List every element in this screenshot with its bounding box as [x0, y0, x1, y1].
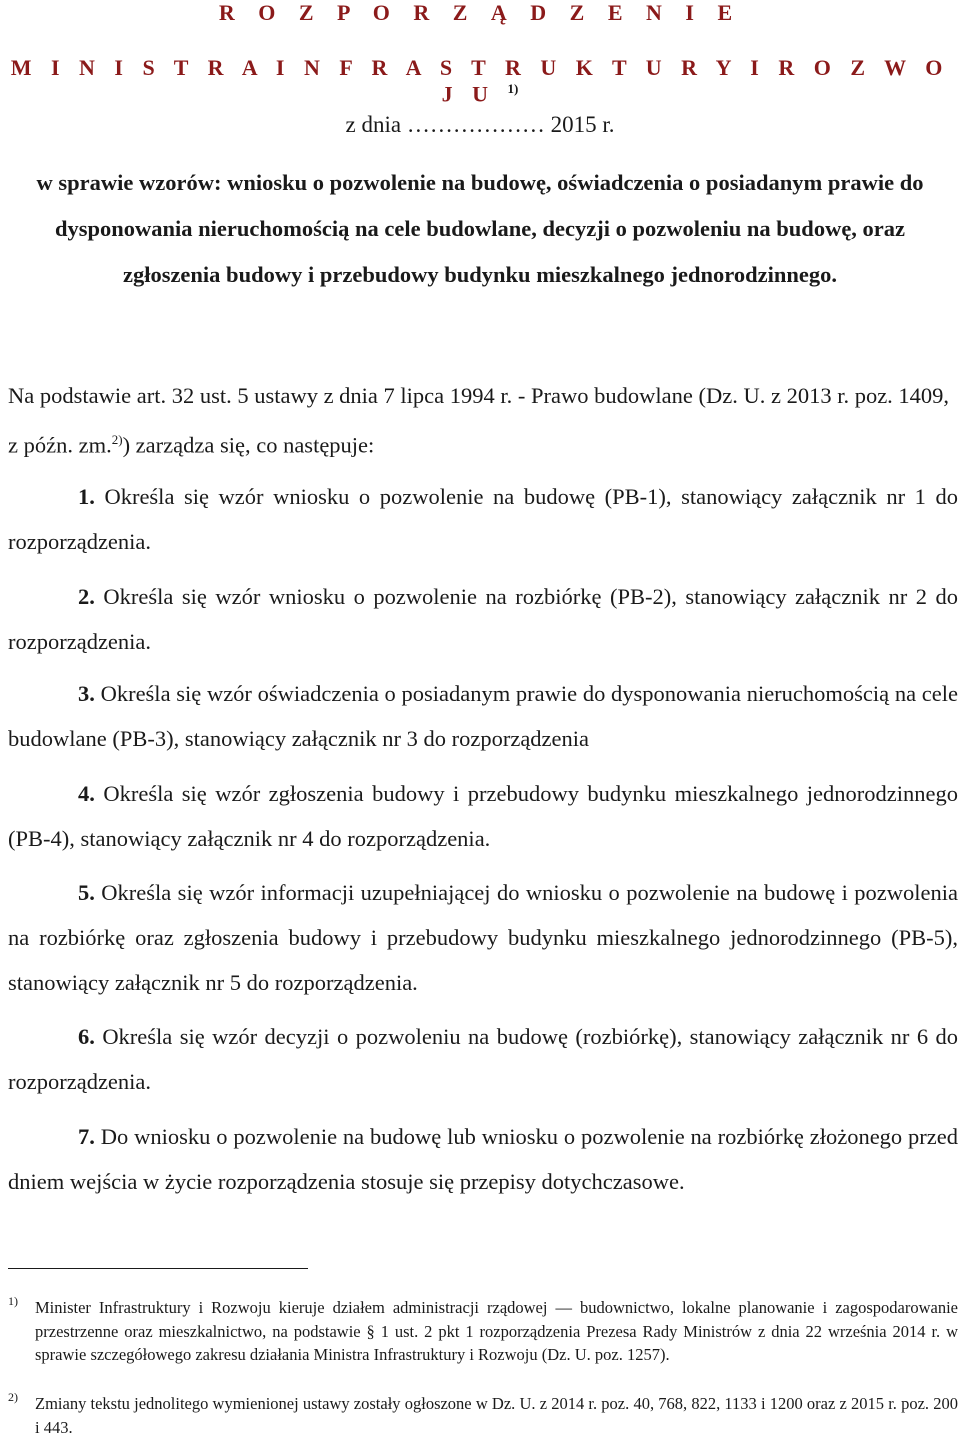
issue-date: z dnia ……………… 2015 r. — [345, 112, 615, 137]
footnote-text: Zmiany tekstu jednolitego wymienionej ustawy zostały ogłoszone w Dz. U. z 2014 r. poz. 40, 768, 822, 1133 i 1200 oraz z 2015 r. poz. 200 i 443. — [35, 1394, 958, 1437]
footnote-mark: 1) — [8, 1294, 18, 1308]
paragraph-3 — [8, 671, 958, 761]
footnote-1 — [8, 1296, 958, 1367]
paragraph-number: 5. — [78, 880, 95, 905]
paragraph-text: Określa się wzór wniosku o pozwolenie na rozbiórkę (PB-2), stanowiący załącznik nr 2 do rozporządzenia. — [8, 584, 958, 654]
paragraph-text: Do wniosku o pozwolenie na budowę lub wniosku o pozwolenie na rozbiórkę złożonego przed dniem wejścia w życie rozporządzenia stosuje się przepisy dotychczasowe. — [8, 1124, 959, 1194]
paragraph-number: 2. — [78, 584, 95, 609]
footnote-mark: 2) — [8, 1390, 18, 1404]
paragraph-text: Określa się wzór wniosku o pozwolenie na budowę (PB-1), stanowiący załącznik nr 1 do rozporządzenia. — [8, 484, 959, 554]
paragraph-number: 3. — [78, 681, 95, 706]
paragraph-text: Określa się wzór informacji uzupełniającej do wniosku o pozwolenie na budowę i pozwolenia na rozbiórkę oraz zgłoszenia budowy i przebudowy budynku mieszkalnego jednorodzinnego (PB-5), stanowiący załącznik nr 5 do rozporządzenia. — [8, 880, 959, 995]
footnote-2 — [8, 1392, 958, 1439]
document-type-title: R O Z P O R Z Ą D Z E N I E — [218, 0, 742, 25]
issuer-title — [0, 55, 960, 107]
paragraph-text: Określa się wzór decyzji o pozwoleniu na budowę (rozbiórkę), stanowiący załącznik nr 6 do rozporządzenia. — [8, 1024, 958, 1094]
footnote-ref-2[interactable]: 2) — [111, 432, 123, 447]
paragraph-6 — [8, 1014, 958, 1104]
paragraph-7 — [8, 1114, 958, 1204]
legal-basis-text: Na podstawie art. 32 ust. 5 ustawy z dnia 7 lipca 1994 r. - Prawo budowlane (Dz. U. z 2013 r. poz. 1409, z późn. zm. — [8, 383, 950, 458]
paragraph-1 — [8, 474, 958, 564]
paragraph-number: 1. — [78, 484, 95, 509]
legal-basis — [8, 374, 953, 468]
paragraph-text: Określa się wzór zgłoszenia budowy i przebudowy budynku mieszkalnego jednorodzinnego (PB-4), stanowiący załącznik nr 4 do rozporządzenia. — [8, 781, 959, 851]
footnote-ref-1[interactable]: 1) — [507, 81, 519, 96]
paragraph-number: 6. — [78, 1024, 95, 1049]
footnote-text: Minister Infrastruktury i Rozwoju kieruje działem administracji rządowej — budownictwo, lokalne planowanie i zagospodarowanie przestrzenne oraz mieszkalnictwo, na podstawie § 1 ust. 2 pkt 1 rozporządzenia Prezesa Rady Ministrów z dnia 22 września 2014 r. w sprawie szczegółowego zakresu działania Ministra Infrastruktury i Rozwoju (Dz. U. poz. 1257). — [35, 1298, 958, 1364]
issuer-title-text: M I N I S T R A I N F R A S T R U K T U R Y I R O Z W O J U — [10, 55, 950, 107]
paragraph-4 — [8, 771, 958, 861]
paragraph-2 — [8, 574, 958, 664]
regulation-subject: w sprawie wzorów: wniosku o pozwolenie na budowę, oświadczenia o posiadanym prawie do dysponowania nieruchomością na cele budowlane, decyzji o pozwoleniu na budowę, oraz zgłoszenia budowy i przebudowy budynku mieszkalnego jednorodzinnego. — [36, 170, 924, 287]
paragraph-5 — [8, 870, 958, 1005]
paragraph-text: Określa się wzór oświadczenia o posiadanym prawie do dysponowania nieruchomością na cele budowlane (PB-3), stanowiący załącznik nr 3 do rozporządzenia — [8, 681, 958, 751]
paragraph-number: 7. — [78, 1124, 95, 1149]
paragraph-number: 4. — [78, 781, 95, 806]
legal-basis-closing: ) zarządza się, co następuje: — [122, 432, 375, 458]
footnote-separator — [8, 1268, 308, 1269]
